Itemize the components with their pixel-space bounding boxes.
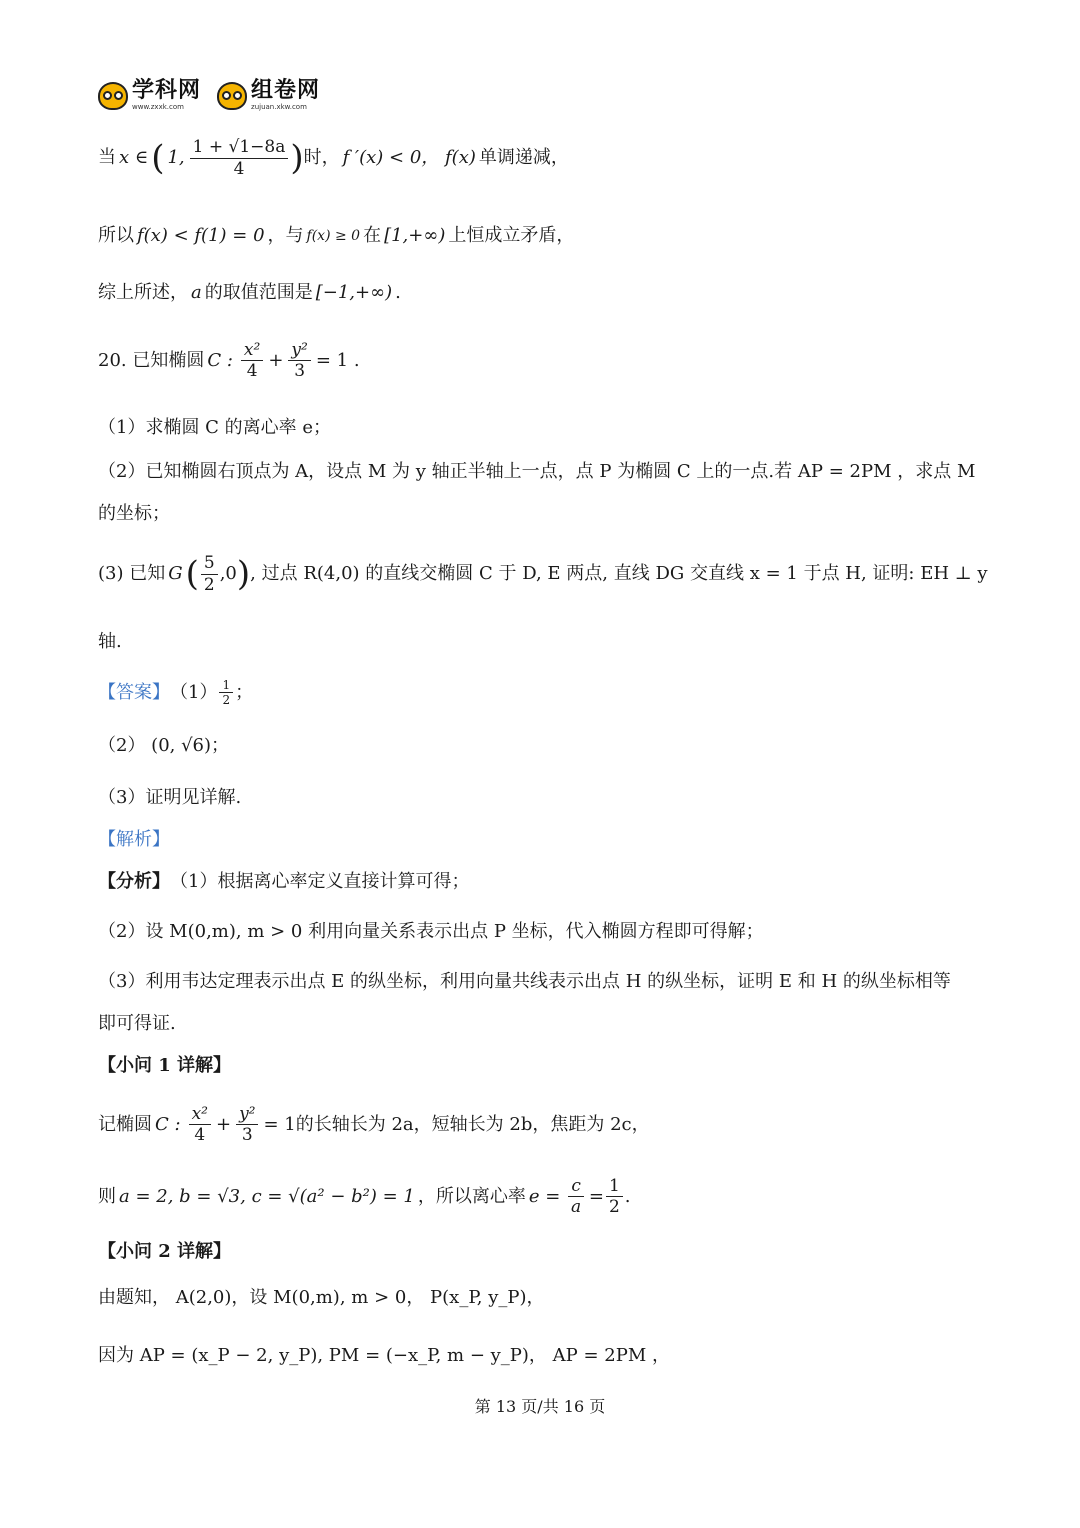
- sub-question-2-cont: 的坐标；: [98, 503, 170, 524]
- text: 时，: [303, 147, 340, 169]
- fraction: $\frac{1 + √1-8a}{4}$: [190, 137, 289, 179]
- owl-logo-icon: [217, 82, 247, 110]
- analysis-3: （3）利用韦达定理表示出点 E 的纵坐标，利用向量共线表示出点 H 的纵坐标，证明 E 和 H 的纵坐标相等: [98, 971, 951, 992]
- text: 单调递减，: [478, 147, 569, 169]
- analysis-1: 【分析】 （1）根据离心率定义直接计算可得；: [98, 871, 470, 892]
- text-line: 当 x ∈ ( 1, $\frac{1 + √1-8a}{4}$ ) 时， f ′(x) < 0， f(x) 单调递减，: [98, 137, 569, 179]
- brand-name: 组卷网: [251, 78, 321, 103]
- subquestion-2-heading: 【小问 2 详解】: [98, 1241, 232, 1262]
- answer-2: （2） (0, √6)；: [98, 735, 230, 756]
- sub-question-3: (3) 已知 G ( $\frac{5}{2}$ ,0 ) , 过点 R(4,0) 的直线交椭圆 C 于 D, E 两点, 直线 DG 交直线 x = 1 于点 H, 证明: EH ⊥ y: [98, 553, 988, 595]
- detail-4: 因为 AP = (x_P − 2, y_P), PM = (−x_P, m − y_P)， AP = 2PM ，: [98, 1345, 671, 1366]
- text-line: 所以 f(x) < f(1) = 0 ，与 f(x) ≥ 0 在 [1,+∞) 上恒成立矛盾，: [98, 225, 575, 246]
- owl-logo-icon: [98, 82, 128, 110]
- detail-3: 由题知， A(2,0)，设 M(0,m), m > 0， P(x_P, y_P)，: [98, 1287, 545, 1308]
- sub-question-3-cont: 轴.: [98, 631, 122, 652]
- detail-2: 则 a = 2, b = √3, c = √(a² − b²) = 1 ，所以离心率 e = $\frac{c}{a}$ = $\frac{1}{2}$ .: [98, 1176, 631, 1218]
- text-line: 综上所述， a 的取值范围是 [−1,+∞) .: [98, 282, 401, 303]
- answer-3: （3）证明见详解.: [98, 787, 242, 808]
- jiexi-heading: 【解析】: [98, 829, 170, 850]
- brand-url: zujuan.xkw.com: [251, 103, 307, 111]
- analysis-3-cont: 即可得证.: [98, 1013, 176, 1034]
- math: f ′(x) < 0， f(x): [342, 147, 476, 169]
- header-logos: [98, 80, 320, 111]
- subquestion-1-heading: 【小问 1 详解】: [98, 1055, 232, 1076]
- brand-zujuan[interactable]: [217, 80, 320, 111]
- sub-question-2: （2）已知椭圆右顶点为 A，设点 M 为 y 轴正半轴上一点，点 P 为椭圆 C 上的一点.若 AP = 2PM ，求点 M: [98, 461, 976, 482]
- brand-zxxk[interactable]: [98, 80, 201, 111]
- analysis-2: （2）设 M(0,m), m > 0 利用向量关系表示出点 P 坐标，代入椭圆方程即可得解；: [98, 921, 764, 942]
- brand-url: www.zxxk.com: [132, 103, 184, 111]
- math: x ∈: [119, 147, 149, 169]
- page-number: 第 13 页/共 16 页: [474, 1397, 606, 1416]
- sub-question-1: （1）求椭圆 C 的离心率 e；: [98, 417, 332, 438]
- text: 当: [98, 147, 116, 169]
- detail-1: 记椭圆 C : $\frac{\text{x²}}{4}$ + $\frac{\text{y²}}{3}$ = 1 的长轴长为 2a，短轴长为 2b，焦距为 2c，: [98, 1104, 650, 1146]
- brand-name: 学科网: [132, 78, 202, 103]
- answer-1: 【答案】 （1） $\frac{1}{2}$ ；: [98, 678, 254, 708]
- question-20: 20. 已知椭圆 C : $\frac{\text{x²}}{4}$ + $\frac{\text{y²}}{3}$ = 1 .: [98, 340, 360, 382]
